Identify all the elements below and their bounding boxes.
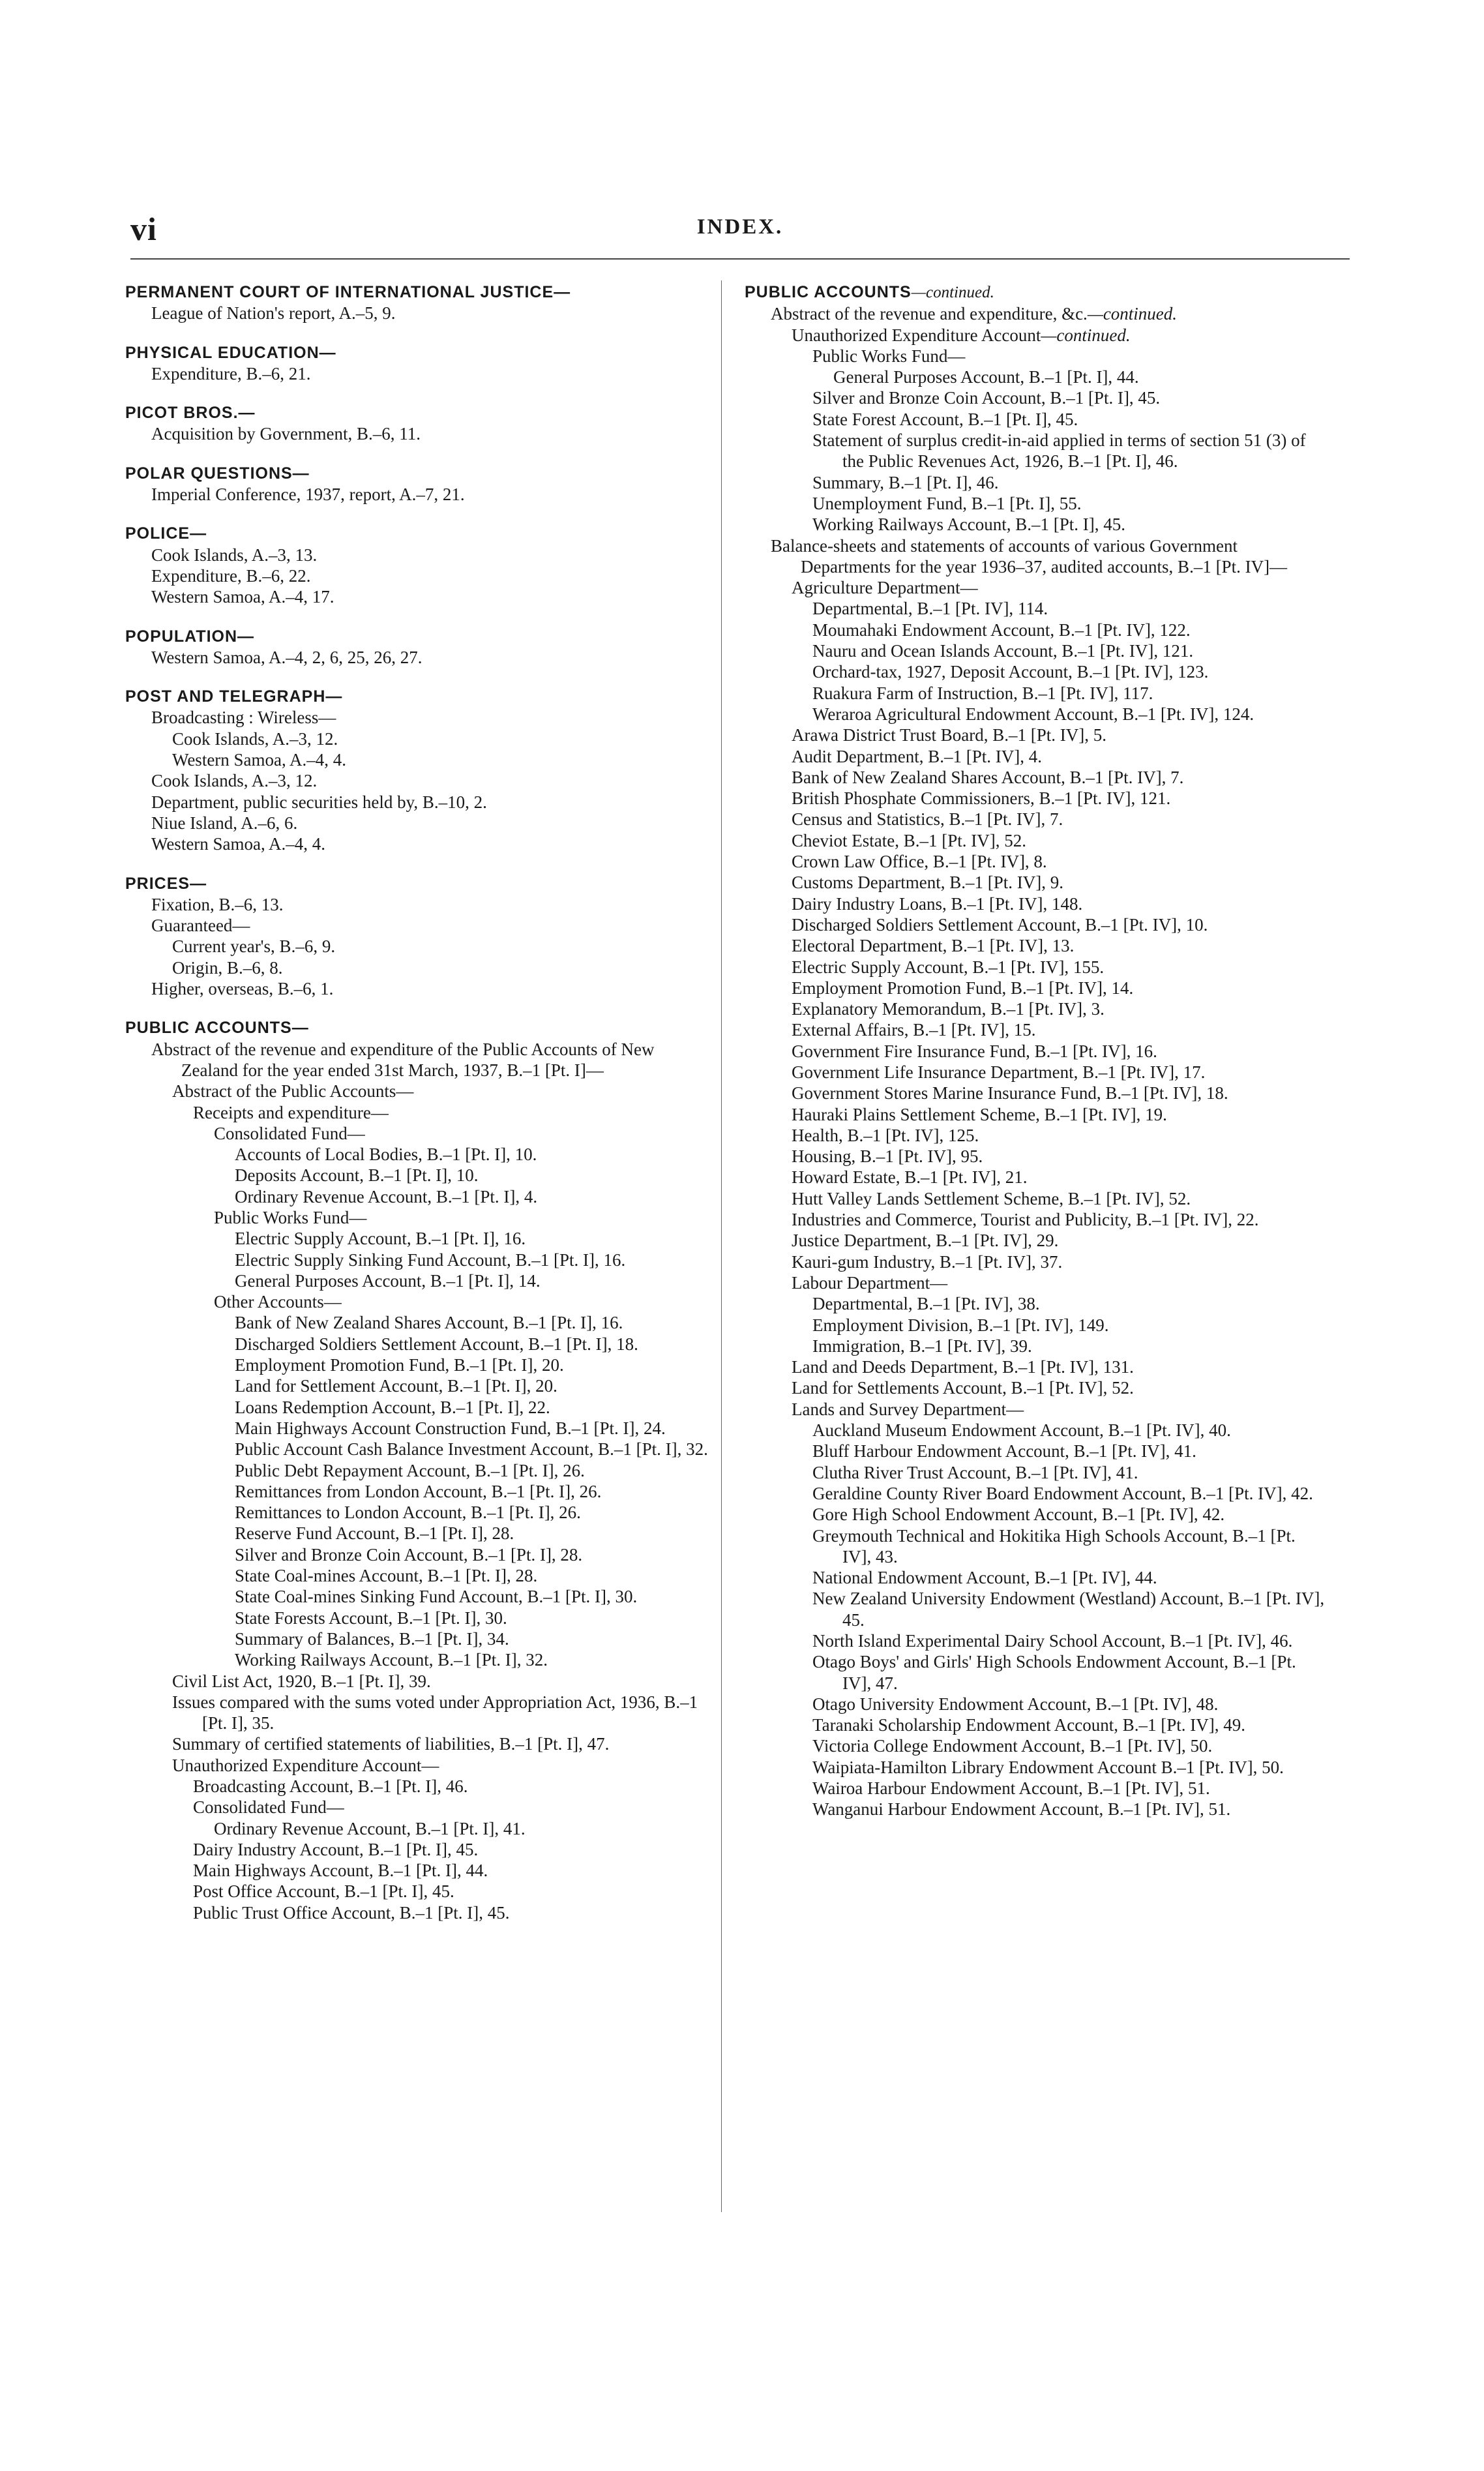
index-entry-text: Unauthorized Expenditure Account: [792, 325, 1041, 345]
index-entry: Summary, B.–1 [Pt. I], 46.: [812, 472, 999, 492]
index-entry: Expenditure, B.–6, 22.: [151, 565, 311, 586]
page-number: vi: [130, 211, 157, 247]
index-entry: Unemployment Fund, B.–1 [Pt. I], 55.: [812, 493, 1082, 513]
index-entry: Higher, overseas, B.–6, 1.: [151, 979, 334, 999]
index-heading: POLICE—: [125, 524, 207, 543]
index-entry: Unauthorized Expenditure Account—: [172, 1755, 439, 1775]
index-entry: Main Highways Account Construction Fund, B.–1 [Pt. I], 24.: [235, 1418, 666, 1438]
index-entry: Cook Islands, A.–3, 12.: [172, 728, 338, 749]
index-heading-text: PUBLIC ACCOUNTS: [745, 283, 912, 301]
index-entry: Broadcasting Account, B.–1 [Pt. I], 46.: [193, 1776, 468, 1796]
index-entry: State Forest Account, B.–1 [Pt. I], 45.: [812, 409, 1078, 429]
index-entry: New Zealand University Endowment (Westland) Account, B.–1 [Pt. IV], 45.: [812, 1589, 1325, 1630]
index-entry: Electric Supply Account, B.–1 [Pt. I], 16.: [235, 1229, 526, 1249]
index-heading: PHYSICAL EDUCATION—: [125, 343, 336, 362]
index-entry: Cheviot Estate, B.–1 [Pt. IV], 52.: [792, 830, 1026, 850]
index-entry: Public Account Cash Balance Investment Account, B.–1 [Pt. I], 32.: [235, 1439, 708, 1460]
index-entry: Discharged Soldiers Settlement Account, B.–1 [Pt. IV], 10.: [792, 914, 1208, 935]
index-entry: North Island Experimental Dairy School Account, B.–1 [Pt. IV], 46.: [812, 1631, 1293, 1651]
index-entry: Crown Law Office, B.–1 [Pt. IV], 8.: [792, 852, 1047, 872]
index-entry: Weraroa Agricultural Endowment Account, B.–1 [Pt. IV], 124.: [812, 704, 1254, 724]
index-entry: Ordinary Revenue Account, B.–1 [Pt. I], 4.: [235, 1186, 538, 1206]
index-entry: Broadcasting : Wireless—: [151, 708, 336, 728]
index-entry: Main Highways Account, B.–1 [Pt. I], 44.: [193, 1861, 488, 1881]
index-entry: Post Office Account, B.–1 [Pt. I], 45.: [193, 1881, 454, 1902]
index-entry: Receipts and expenditure—: [193, 1102, 389, 1122]
index-entry: [771, 303, 1328, 324]
index-entry: Moumahaki Endowment Account, B.–1 [Pt. IV], 122.: [812, 620, 1191, 640]
index-entry: Government Stores Marine Insurance Fund, B.–1 [Pt. IV], 18.: [792, 1083, 1228, 1103]
index-entry: Other Accounts—: [214, 1292, 342, 1312]
index-entry: Dairy Industry Account, B.–1 [Pt. I], 45.: [193, 1839, 479, 1859]
page-title: INDEX.: [696, 215, 784, 239]
index-heading: PUBLIC ACCOUNTS—: [125, 1019, 309, 1038]
index-heading: POST AND TELEGRAPH—: [125, 687, 343, 706]
index-heading: POPULATION—: [125, 627, 255, 646]
index-entry: Arawa District Trust Board, B.–1 [Pt. IV], 5.: [792, 725, 1106, 745]
index-heading: PRICES—: [125, 874, 207, 893]
index-entry: Western Samoa, A.–4, 4.: [172, 750, 347, 770]
index-entry: Explanatory Memorandum, B.–1 [Pt. IV], 3.: [792, 999, 1105, 1019]
index-entry: Public Trust Office Account, B.–1 [Pt. I], 45.: [193, 1902, 510, 1923]
index-entry: Greymouth Technical and Hokitika High Schools Account, B.–1 [Pt. IV], 43.: [812, 1525, 1296, 1566]
index-column-left: [125, 282, 712, 1923]
index-entry: Remittances to London Account, B.–1 [Pt. I], 26.: [235, 1503, 581, 1523]
index-entry: Justice Department, B.–1 [Pt. IV], 29.: [792, 1231, 1059, 1251]
index-entry: Kauri-gum Industry, B.–1 [Pt. IV], 37.: [792, 1251, 1063, 1272]
index-entry: Bank of New Zealand Shares Account, B.–1 [Pt. IV], 7.: [792, 767, 1184, 787]
index-entry: Immigration, B.–1 [Pt. IV], 39.: [812, 1336, 1032, 1356]
index-entry: General Purposes Account, B.–1 [Pt. I], 44.: [833, 367, 1139, 387]
index-entry: Taranaki Scholarship Endowment Account, B.–1 [Pt. IV], 49.: [812, 1715, 1245, 1735]
index-entry: Working Railways Account, B.–1 [Pt. I], 32.: [235, 1650, 548, 1670]
index-entry: Reserve Fund Account, B.–1 [Pt. I], 28.: [235, 1523, 514, 1544]
index-entry: Cook Islands, A.–3, 13.: [151, 545, 318, 565]
column-divider: [721, 280, 722, 2212]
index-entry: Statement of surplus credit-in-aid applied in terms of section 51 (3) of the Public Revenues Act, 1926, B.–1 [Pt. I], 46.: [812, 430, 1306, 472]
index-entry: Geraldine County River Board Endowment Account, B.–1 [Pt. IV], 42.: [812, 1483, 1313, 1503]
index-entry: Howard Estate, B.–1 [Pt. IV], 21.: [792, 1167, 1028, 1188]
index-entry: Dairy Industry Loans, B.–1 [Pt. IV], 148.: [792, 893, 1083, 914]
index-entry: Auckland Museum Endowment Account, B.–1 [Pt. IV], 40.: [812, 1420, 1231, 1441]
index-entry: Hauraki Plains Settlement Scheme, B.–1 [Pt. IV], 19.: [792, 1104, 1167, 1124]
index-entry: Ruakura Farm of Instruction, B.–1 [Pt. IV], 117.: [812, 683, 1153, 703]
index-entry: Western Samoa, A.–4, 17.: [151, 587, 334, 607]
index-heading: [745, 282, 1328, 303]
index-entry: Consolidated Fund—: [193, 1797, 344, 1818]
index-entry: Niue Island, A.–6, 6.: [151, 813, 298, 833]
index-entry: Imperial Conference, 1937, report, A.–7, 21.: [151, 485, 465, 505]
index-entry: Expenditure, B.–6, 21.: [151, 363, 311, 383]
index-entry: Land for Settlements Account, B.–1 [Pt. IV], 52.: [792, 1378, 1134, 1398]
index-entry: Ordinary Revenue Account, B.–1 [Pt. I], 41.: [214, 1818, 526, 1838]
index-entry: Loans Redemption Account, B.–1 [Pt. I], 22.: [235, 1397, 550, 1417]
index-heading: POLAR QUESTIONS—: [125, 464, 310, 483]
index-entry: Otago University Endowment Account, B.–1 [Pt. IV], 48.: [812, 1694, 1219, 1714]
index-entry: Otago Boys' and Girls' High Schools Endowment Account, B.–1 [Pt. IV], 47.: [812, 1652, 1296, 1693]
index-entry: British Phosphate Commissioners, B.–1 [Pt. IV], 121.: [792, 788, 1171, 809]
index-entry: Departmental, B.–1 [Pt. IV], 38.: [812, 1294, 1040, 1314]
index-entry: Bank of New Zealand Shares Account, B.–1 [Pt. I], 16.: [235, 1313, 623, 1333]
index-entry: Acquisition by Government, B.–6, 11.: [151, 424, 421, 444]
index-entry: Balance-sheets and statements of accounts of various Government Departments for the year 1936–37, audited accounts, B.–1 [Pt. IV]—: [771, 535, 1288, 577]
index-entry: State Forests Account, B.–1 [Pt. I], 30.: [235, 1608, 507, 1628]
index-entry: Working Railways Account, B.–1 [Pt. I], 45.: [812, 515, 1126, 535]
index-entry: Land for Settlement Account, B.–1 [Pt. I], 20.: [235, 1376, 557, 1396]
index-entry: Electoral Department, B.–1 [Pt. IV], 13.: [792, 936, 1075, 956]
index-entry: Summary of certified statements of liabilities, B.–1 [Pt. I], 47.: [172, 1734, 610, 1754]
index-entry: Employment Promotion Fund, B.–1 [Pt. I], 20.: [235, 1355, 564, 1375]
index-heading: PERMANENT COURT OF INTERNATIONAL JUSTICE—: [125, 283, 571, 301]
continued-note: —continued.: [911, 284, 994, 301]
index-entry: State Coal-mines Sinking Fund Account, B.–1 [Pt. I], 30.: [235, 1587, 638, 1607]
index-entry: National Endowment Account, B.–1 [Pt. IV], 44.: [812, 1568, 1157, 1588]
index-entry: Lands and Survey Department—: [792, 1399, 1024, 1419]
index-entry: Agriculture Department—: [792, 578, 978, 598]
index-entry: Deposits Account, B.–1 [Pt. I], 10.: [235, 1165, 479, 1186]
index-entry: Electric Supply Sinking Fund Account, B.–1 [Pt. I], 16.: [235, 1250, 626, 1270]
index-entry: Orchard-tax, 1927, Deposit Account, B.–1 [Pt. IV], 123.: [812, 662, 1209, 682]
index-entry: Public Works Fund—: [214, 1207, 367, 1227]
index-entry: Origin, B.–6, 8.: [172, 957, 283, 978]
index-entry: Abstract of the revenue and expenditure of the Public Accounts of New Zealand for the year ended 31st March, 1937, B.–1 [Pt. I]—: [151, 1039, 655, 1080]
index-entry: Wairoa Harbour Endowment Account, B.–1 [Pt. IV], 51.: [812, 1778, 1210, 1799]
index-entry: Audit Department, B.–1 [Pt. IV], 4.: [792, 746, 1042, 766]
index-entry: Summary of Balances, B.–1 [Pt. I], 34.: [235, 1628, 509, 1649]
index-entry: Current year's, B.–6, 9.: [172, 936, 336, 957]
index-entry: Land and Deeds Department, B.–1 [Pt. IV], 131.: [792, 1357, 1134, 1377]
index-entry: Industries and Commerce, Tourist and Publicity, B.–1 [Pt. IV], 22.: [792, 1210, 1259, 1230]
index-entry: Remittances from London Account, B.–1 [Pt. I], 26.: [235, 1481, 602, 1501]
index-entry: League of Nation's report, A.–5, 9.: [151, 303, 396, 323]
index-entry: External Affairs, B.–1 [Pt. IV], 15.: [792, 1020, 1036, 1040]
index-heading: PICOT BROS.—: [125, 404, 256, 423]
page-header: [130, 210, 1350, 249]
index-entry: Waipiata-Hamilton Library Endowment Account B.–1 [Pt. IV], 50.: [812, 1757, 1284, 1777]
index-entry: General Purposes Account, B.–1 [Pt. I], 14.: [235, 1270, 541, 1291]
index-entry: Departmental, B.–1 [Pt. IV], 114.: [812, 599, 1048, 619]
index-entry: Housing, B.–1 [Pt. IV], 95.: [792, 1146, 983, 1167]
index-entry: Civil List Act, 1920, B.–1 [Pt. I], 39.: [172, 1671, 431, 1691]
index-entry: Nauru and Ocean Islands Account, B.–1 [Pt. IV], 121.: [812, 641, 1194, 661]
index-entry: Cook Islands, A.–3, 12.: [151, 771, 318, 791]
index-column-right: [745, 282, 1328, 1820]
index-entry: Western Samoa, A.–4, 4.: [151, 834, 326, 854]
index-entry: State Coal-mines Account, B.–1 [Pt. I], 28.: [235, 1566, 538, 1586]
index-entry: Guaranteed—: [151, 916, 250, 936]
index-entry: Health, B.–1 [Pt. IV], 125.: [792, 1125, 979, 1145]
index-entry: Victoria College Endowment Account, B.–1 [Pt. IV], 50.: [812, 1736, 1213, 1756]
index-entry: Issues compared with the sums voted under Appropriation Act, 1936, B.–1 [Pt. I], 35.: [172, 1692, 698, 1733]
index-entry: Wanganui Harbour Endowment Account, B.–1 [Pt. IV], 51.: [812, 1799, 1231, 1820]
index-entry: Public Debt Repayment Account, B.–1 [Pt. I], 26.: [235, 1460, 585, 1480]
index-entry: Silver and Bronze Coin Account, B.–1 [Pt. I], 28.: [235, 1544, 583, 1565]
index-entry: Hutt Valley Lands Settlement Scheme, B.–1 [Pt. IV], 52.: [792, 1188, 1191, 1208]
index-entry: Customs Department, B.–1 [Pt. IV], 9.: [792, 873, 1063, 893]
index-entry: [792, 325, 1328, 346]
continued-note: —continued.: [1041, 325, 1131, 345]
index-entry: Fixation, B.–6, 13.: [151, 894, 284, 914]
index-entry: Accounts of Local Bodies, B.–1 [Pt. I], 10.: [235, 1145, 537, 1165]
continued-note: —continued.: [1087, 304, 1178, 324]
index-entry: Employment Promotion Fund, B.–1 [Pt. IV], 14.: [792, 978, 1134, 998]
index-entry: Labour Department—: [792, 1272, 948, 1293]
index-entry: Gore High School Endowment Account, B.–1 [Pt. IV], 42.: [812, 1505, 1225, 1525]
index-entry: Electric Supply Account, B.–1 [Pt. IV], 155.: [792, 957, 1105, 977]
index-entry-text: Abstract of the revenue and expenditure, &c.: [771, 304, 1088, 324]
index-entry: Clutha River Trust Account, B.–1 [Pt. IV], 41.: [812, 1462, 1138, 1482]
index-entry: Government Fire Insurance Fund, B.–1 [Pt. IV], 16.: [792, 1041, 1157, 1061]
index-entry: Public Works Fund—: [812, 346, 966, 366]
index-entry: Discharged Soldiers Settlement Account, B.–1 [Pt. I], 18.: [235, 1334, 638, 1354]
index-entry: Department, public securities held by, B.–10, 2.: [151, 792, 487, 812]
index-entry: Silver and Bronze Coin Account, B.–1 [Pt. I], 45.: [812, 388, 1161, 408]
header-rule: [130, 258, 1350, 260]
index-entry: Western Samoa, A.–4, 2, 6, 25, 26, 27.: [151, 647, 423, 667]
index-entry: Employment Division, B.–1 [Pt. IV], 149.: [812, 1315, 1109, 1335]
index-entry: Bluff Harbour Endowment Account, B.–1 [Pt. IV], 41.: [812, 1441, 1196, 1461]
index-entry: Consolidated Fund—: [214, 1123, 365, 1143]
index-entry: Government Life Insurance Department, B.–1 [Pt. IV], 17.: [792, 1062, 1206, 1082]
index-entry: Census and Statistics, B.–1 [Pt. IV], 7.: [792, 809, 1063, 830]
index-entry: Abstract of the Public Accounts—: [172, 1081, 414, 1101]
